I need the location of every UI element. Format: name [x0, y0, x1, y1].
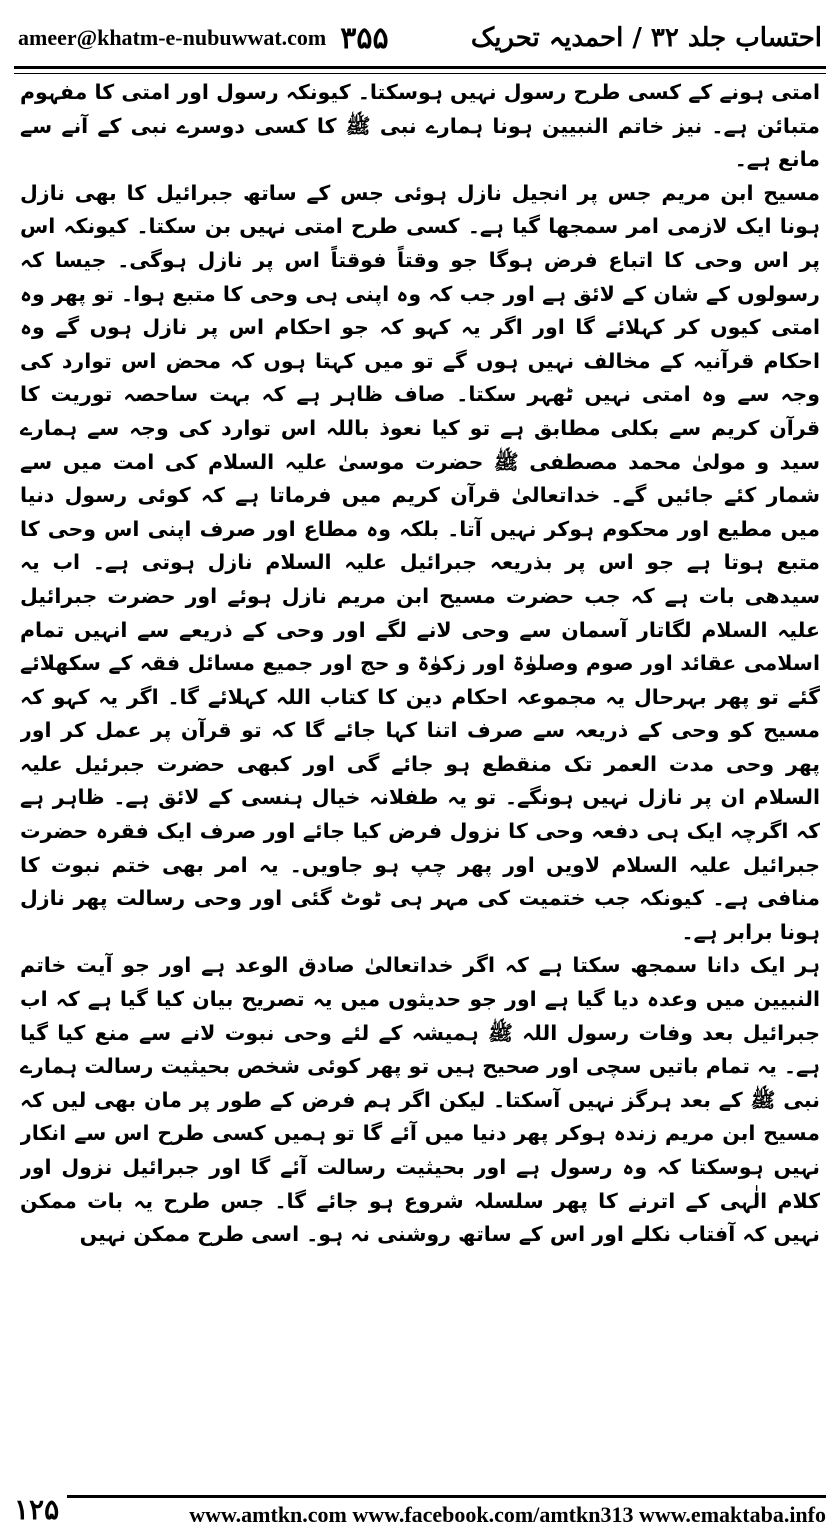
header-email: ameer@khatm-e-nubuwwat.com	[18, 25, 327, 50]
paragraph: امتی ہونے کے کسی طرح رسول نہیں ہوسکتا۔ کیونکہ رسول اور امتی کا مفہوم متبائن ہے۔ نیز خاتم النبیین ہونا ہمارے نبی ﷺ کا کسی دوسرے نبی کے آنے سے مانع ہے۔	[20, 80, 820, 172]
page-header	[18, 14, 822, 62]
footer-page-number: ۱۲۵	[14, 1493, 60, 1526]
page-footer	[14, 1488, 826, 1528]
header-rule	[14, 66, 826, 74]
running-title: احتساب جلد ۳۲ / احمدیہ تحریک	[470, 23, 822, 53]
body-text	[20, 76, 820, 1476]
header-page-number: ۳۵۵	[340, 20, 389, 56]
paragraph: ہر ایک دانا سمجھ سکتا ہے کہ اگر خداتعالیٰ صادق الوعد ہے اور جو آیت خاتم النبیین میں وعدہ دیا گیا ہے اور جو حدیثوں میں یہ تصریح بیان کیا گیا ہے کہ اب جبرائیل بعد وفات رسول اللہ ﷺ ہمیشہ کے لئے وحی نبوت لانے سے منع کیا گیا ہے۔ یہ تمام باتیں سچی اور صحیح ہیں تو پھر کوئی شخص بحیثیت رسالت ہمارے نبی ﷺ کے بعد ہرگز نہیں آسکتا۔ لیکن اگر ہم فرض کے طور پر مان بھی لیں کہ مسیح ابن مریم زندہ ہوکر پھر دنیا میں آئے گا تو ہمیں کسی طرح اس سے انکار نہیں ہوسکتا کہ وہ رسول ہے اور بحیثیت رسالت آئے گا اور جبرائیل نزول اور کلام الٰہی کے اترنے کا پھر سلسلہ شروع ہو جائے گا۔ جس طرح یہ بات ممکن نہیں کہ آفتاب نکلے اور اس کے ساتھ روشنی نہ ہو۔ اسی طرح ممکن نہیں	[20, 953, 820, 1247]
paragraph: مسیح ابن مریم جس پر انجیل نازل ہوئی جس کے ساتھ جبرائیل کا بھی نازل ہونا ایک لازمی امر سمجھا گیا ہے۔ کسی طرح امتی نہیں بن سکتا۔ کیونکہ اس پر اس وحی کا اتباع فرض ہوگا جو وقتاً فوقتاً اس پر نازل ہوگی۔ جیسا کہ رسولوں کے شان کے لائق ہے اور جب کہ وہ اپنی ہی وحی کا متبع ہوا۔ تو پھر وہ امتی کیوں کر کہلائے گا اور اگر یہ کہو کہ جو احکام اس پر نازل ہوں گے وہ احکام قرآنیہ کے مخالف نہیں ہوں گے تو میں کہتا ہوں کہ محض اس توارد کی وجہ سے وہ امتی نہیں ٹھہر سکتا۔ صاف ظاہر ہے کہ بہت ساحصہ توریت کا قرآن کریم سے بکلی مطابق ہے تو کیا نعوذ باللہ اس توارد کی وجہ سے ہمارے سید و مولیٰ محمد مصطفی ﷺ حضرت موسیٰ علیہ السلام کی امت میں سے شمار کئے جائیں گے۔ خداتعالیٰ قرآن کریم میں فرماتا ہے کہ کوئی رسول دنیا میں مطیع اور محکوم ہوکر نہیں آتا۔ بلکہ وہ مطاع اور صرف اپنی اس وحی کا متبع ہوتا ہے جو اس پر بذریعہ جبرائیل علیہ السلام نازل ہوتی ہے۔ اب یہ سیدھی بات ہے کہ جب حضرت مسیح ابن مریم نازل ہوئے اور حضرت جبرائیل علیہ السلام لگاتار آسمان سے وحی لانے لگے اور وحی کے ذریعے سے انہیں تمام اسلامی عقائد اور صوم وصلوٰۃ اور زکوٰۃ و حج اور جمیع مسائل فقہ کے سکھلائے گئے تو پھر بہرحال یہ مجموعہ احکام دین کا کتاب اللہ کہلائے گا۔ اگر یہ کہو کہ مسیح کو وحی کے ذریعہ سے صرف اتنا کہا جائے گا کہ تو قرآن پر عمل کر اور پھر وحی مدت العمر تک منقطع ہو جائے گی اور کبھی حضرت جبرئیل علیہ السلام ان پر نازل نہیں ہونگے۔ تو یہ طفلانہ خیال ہنسی کے لائق ہے۔ ظاہر ہے کہ اگرچہ ایک ہی دفعہ وحی کا نزول فرض کیا جائے اور صرف ایک فقرہ حضرت جبرائیل علیہ السلام لاویں اور پھر چپ ہو جاویں۔ یہ امر بھی ختم نبوت کا منافی ہے۔ کیونکہ جب ختمیت کی مہر ہی ٹوٹ گئی اور وحی رسالت پھر نازل ہونا برابر ہے۔	[20, 180, 820, 944]
footer-links[interactable]: www.amtkn.com www.facebook.com/amtkn313 www.emaktaba.info	[67, 1495, 826, 1528]
